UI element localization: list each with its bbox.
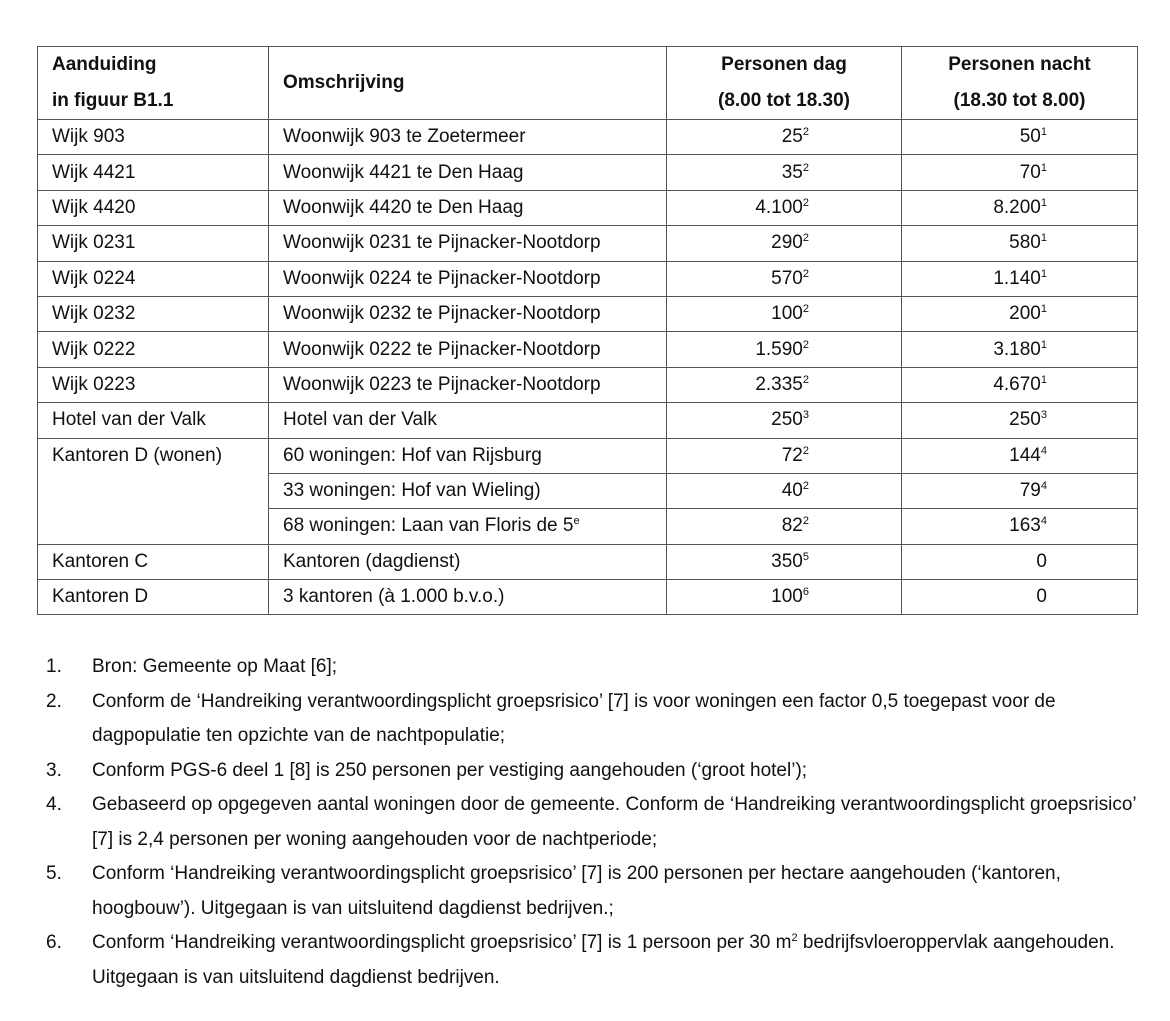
- cell-omschrijving: Hotel van der Valk: [269, 403, 667, 438]
- cell-personen-dag: 2.335$^2$: [667, 367, 902, 402]
- cell-omschrijving: Woonwijk 0232 te Pijnacker-Nootdorp: [269, 296, 667, 331]
- footnote-ref: 1: [1040, 267, 1047, 280]
- cell-omschrijving: Woonwijk 0231 te Pijnacker-Nootdorp: [269, 226, 667, 261]
- footnote-ref: 3: [802, 409, 809, 422]
- cell-personen-dag: $100^2$: [667, 296, 902, 331]
- footnote-ref: 6: [802, 586, 809, 599]
- footnote-ref: 2: [802, 303, 809, 316]
- table-row: [38, 120, 1138, 155]
- cell-aanduiding: Wijk 0231: [38, 226, 269, 261]
- cell-omschrijving: Woonwijk 4421 te Den Haag: [269, 155, 667, 190]
- header-personen-nacht: Personen nacht (18.30 tot 8.00): [902, 47, 1138, 120]
- cell-personen-dag: 4.100$^2$: [667, 190, 902, 225]
- footnote-ref: 2: [802, 373, 809, 386]
- footnote-number: 2.: [46, 690, 62, 712]
- footnote-ref: 2: [802, 126, 809, 139]
- footnote-text: Conform ‘Handreiking verantwoordingsplicht groepsrisico’ [7] is 1 persoon per 30 $m^2$ bedrijfsvloeroppervlak aangehouden. Uitgegaan is van uitsluitend dagdienst bedrijven.: [92, 932, 1115, 988]
- cell-personen-nacht: $79^4$: [902, 473, 1138, 508]
- cell-omschrijving: Kantoren (dagdienst): [269, 544, 667, 579]
- cell-personen-nacht: $144^4$: [902, 438, 1138, 473]
- table-row: [38, 261, 1138, 296]
- cell-personen-dag: $40^2$: [667, 473, 902, 508]
- footnote-ref: 1: [1040, 232, 1047, 245]
- cell-personen-nacht: 8.200$^1$: [902, 190, 1138, 225]
- footnote-text: Conform PGS-6 deel 1 [8] is 250 personen per vestiging aangehouden (‘groot hotel’);: [92, 759, 808, 781]
- cell-personen-dag: $72^2$: [667, 438, 902, 473]
- footnote-item: [46, 857, 1136, 926]
- table-row: [38, 403, 1138, 438]
- cell-aanduiding: Kantoren C: [38, 544, 269, 579]
- table-row: [38, 544, 1138, 579]
- cell-personen-dag: $570^2$: [667, 261, 902, 296]
- footnote-ref: 3: [1040, 409, 1047, 422]
- cell-personen-dag: $290^2$: [667, 226, 902, 261]
- cell-personen-dag: $250^3$: [667, 403, 902, 438]
- population-table: [37, 46, 1138, 615]
- footnote-ref: 2: [802, 480, 809, 493]
- cell-aanduiding: Kantoren D (wonen): [38, 438, 269, 473]
- cell-aanduiding: Wijk 0224: [38, 261, 269, 296]
- table-row: [38, 296, 1138, 331]
- footnote-ref: 4: [1040, 515, 1047, 528]
- cell-personen-nacht: 4.670$^1$: [902, 367, 1138, 402]
- footnote-ref: 1: [1040, 161, 1047, 174]
- footnote-item: [46, 754, 1136, 789]
- table-row: [38, 473, 1138, 508]
- header-aanduiding: Aanduiding in figuur B1.1: [38, 47, 269, 120]
- header-omschrijving: Omschrijving: [269, 47, 667, 120]
- cell-personen-dag: $100^6$: [667, 580, 902, 615]
- footnote-number: 1.: [46, 656, 62, 677]
- table-row: [38, 190, 1138, 225]
- cell-omschrijving: Woonwijk 4420 te Den Haag: [269, 190, 667, 225]
- footnotes: [46, 650, 1136, 995]
- footnote-ref: 1: [1040, 196, 1047, 209]
- cell-aanduiding: [38, 473, 269, 508]
- cell-personen-dag: 1.590$^2$: [667, 332, 902, 367]
- table-row: [38, 509, 1138, 544]
- footnote-ref: 2: [802, 338, 809, 351]
- table-row: [38, 438, 1138, 473]
- table-row: [38, 367, 1138, 402]
- footnote-ref: 2: [802, 267, 809, 280]
- cell-aanduiding: Wijk 4421: [38, 155, 269, 190]
- footnote-text: Conform de ‘Handreiking verantwoordingsplicht groepsrisico’ [7] is voor woningen een factor 0,5 toegepast voor de dagpopulatie ten opzichte van de nachtpopulatie;: [92, 690, 1056, 746]
- table-row: [38, 226, 1138, 261]
- footnote-ref: 1: [1040, 373, 1047, 386]
- footnote-number: 5.: [46, 863, 62, 884]
- cell-personen-nacht: 0: [902, 544, 1138, 579]
- cell-aanduiding: Hotel van der Valk: [38, 403, 269, 438]
- cell-aanduiding: Wijk 0232: [38, 296, 269, 331]
- footnote-item: [46, 650, 1136, 685]
- footnote-number: 3.: [46, 759, 62, 781]
- table-row: [38, 332, 1138, 367]
- footnote-ref: 4: [1040, 480, 1047, 493]
- cell-personen-nacht: $580^1$: [902, 226, 1138, 261]
- cell-omschrijving: Woonwijk 903 te Zoetermeer: [269, 120, 667, 155]
- cell-aanduiding: Wijk 903: [38, 120, 269, 155]
- footnote-number: 6.: [46, 932, 62, 953]
- footnote-ref: 1: [1040, 126, 1047, 139]
- footnote-text: Conform ‘Handreiking verantwoordingsplicht groepsrisico’ [7] is 200 personen per hectare aangehouden (‘kantoren, hoogbouw’). Uitgegaan is van uitsluitend dagdienst bedrijven.;: [92, 863, 1061, 919]
- table-row: [38, 580, 1138, 615]
- cell-aanduiding: Wijk 0223: [38, 367, 269, 402]
- footnote-text: Gebaseerd op opgegeven aantal woningen door de gemeente. Conform de ‘Handreiking verantwoordingsplicht groepsrisico’ [7] is 2,4 personen per woning aangehouden voor de nachtperiode;: [92, 794, 1136, 850]
- footnote-ref: 4: [1040, 444, 1047, 457]
- footnote-number: 4.: [46, 794, 62, 815]
- cell-personen-nacht: $70^1$: [902, 155, 1138, 190]
- header-personen-dag: Personen dag (8.00 tot 18.30): [667, 47, 902, 120]
- cell-omschrijving: Woonwijk 0222 te Pijnacker-Nootdorp: [269, 332, 667, 367]
- footnote-ref: 2: [802, 161, 809, 174]
- cell-omschrijving: Woonwijk 0224 te Pijnacker-Nootdorp: [269, 261, 667, 296]
- cell-personen-nacht: 1.140$^1$: [902, 261, 1138, 296]
- cell-personen-nacht: $163^4$: [902, 509, 1138, 544]
- cell-omschrijving: 33 woningen: Hof van Wieling): [269, 473, 667, 508]
- cell-omschrijving: 68 woningen: Laan van Floris de 5e: [269, 509, 667, 544]
- cell-aanduiding: [38, 509, 269, 544]
- table-row: [38, 155, 1138, 190]
- cell-personen-nacht: $250^3$: [902, 403, 1138, 438]
- cell-personen-dag: $35^2$: [667, 155, 902, 190]
- footnote-item: [46, 788, 1136, 857]
- footnote-ref: 2: [802, 232, 809, 245]
- table-header-row: [38, 47, 1138, 120]
- cell-aanduiding: Wijk 0222: [38, 332, 269, 367]
- footnote-ref: 2: [802, 196, 809, 209]
- footnote-ref: 1: [1040, 303, 1047, 316]
- footnote-ref: 2: [802, 444, 809, 457]
- footnote-ref: 2: [802, 515, 809, 528]
- cell-personen-nacht: $200^1$: [902, 296, 1138, 331]
- cell-personen-nacht: 3.180$^1$: [902, 332, 1138, 367]
- cell-aanduiding: Wijk 4420: [38, 190, 269, 225]
- cell-aanduiding: Kantoren D: [38, 580, 269, 615]
- cell-personen-dag: $350^5$: [667, 544, 902, 579]
- footnote-ref: 5: [802, 550, 809, 563]
- footnote-ref: 1: [1040, 338, 1047, 351]
- cell-personen-nacht: $50^1$: [902, 120, 1138, 155]
- footnote-item: [46, 926, 1136, 995]
- cell-personen-nacht: 0: [902, 580, 1138, 615]
- cell-omschrijving: Woonwijk 0223 te Pijnacker-Nootdorp: [269, 367, 667, 402]
- footnote-text: Bron: Gemeente op Maat [6];: [92, 656, 338, 677]
- footnote-item: [46, 685, 1136, 754]
- cell-omschrijving: 3 kantoren (à 1.000 b.v.o.): [269, 580, 667, 615]
- cell-personen-dag: $82^2$: [667, 509, 902, 544]
- cell-personen-dag: $25^2$: [667, 120, 902, 155]
- footnote-ref: e: [573, 515, 580, 528]
- cell-omschrijving: 60 woningen: Hof van Rijsburg: [269, 438, 667, 473]
